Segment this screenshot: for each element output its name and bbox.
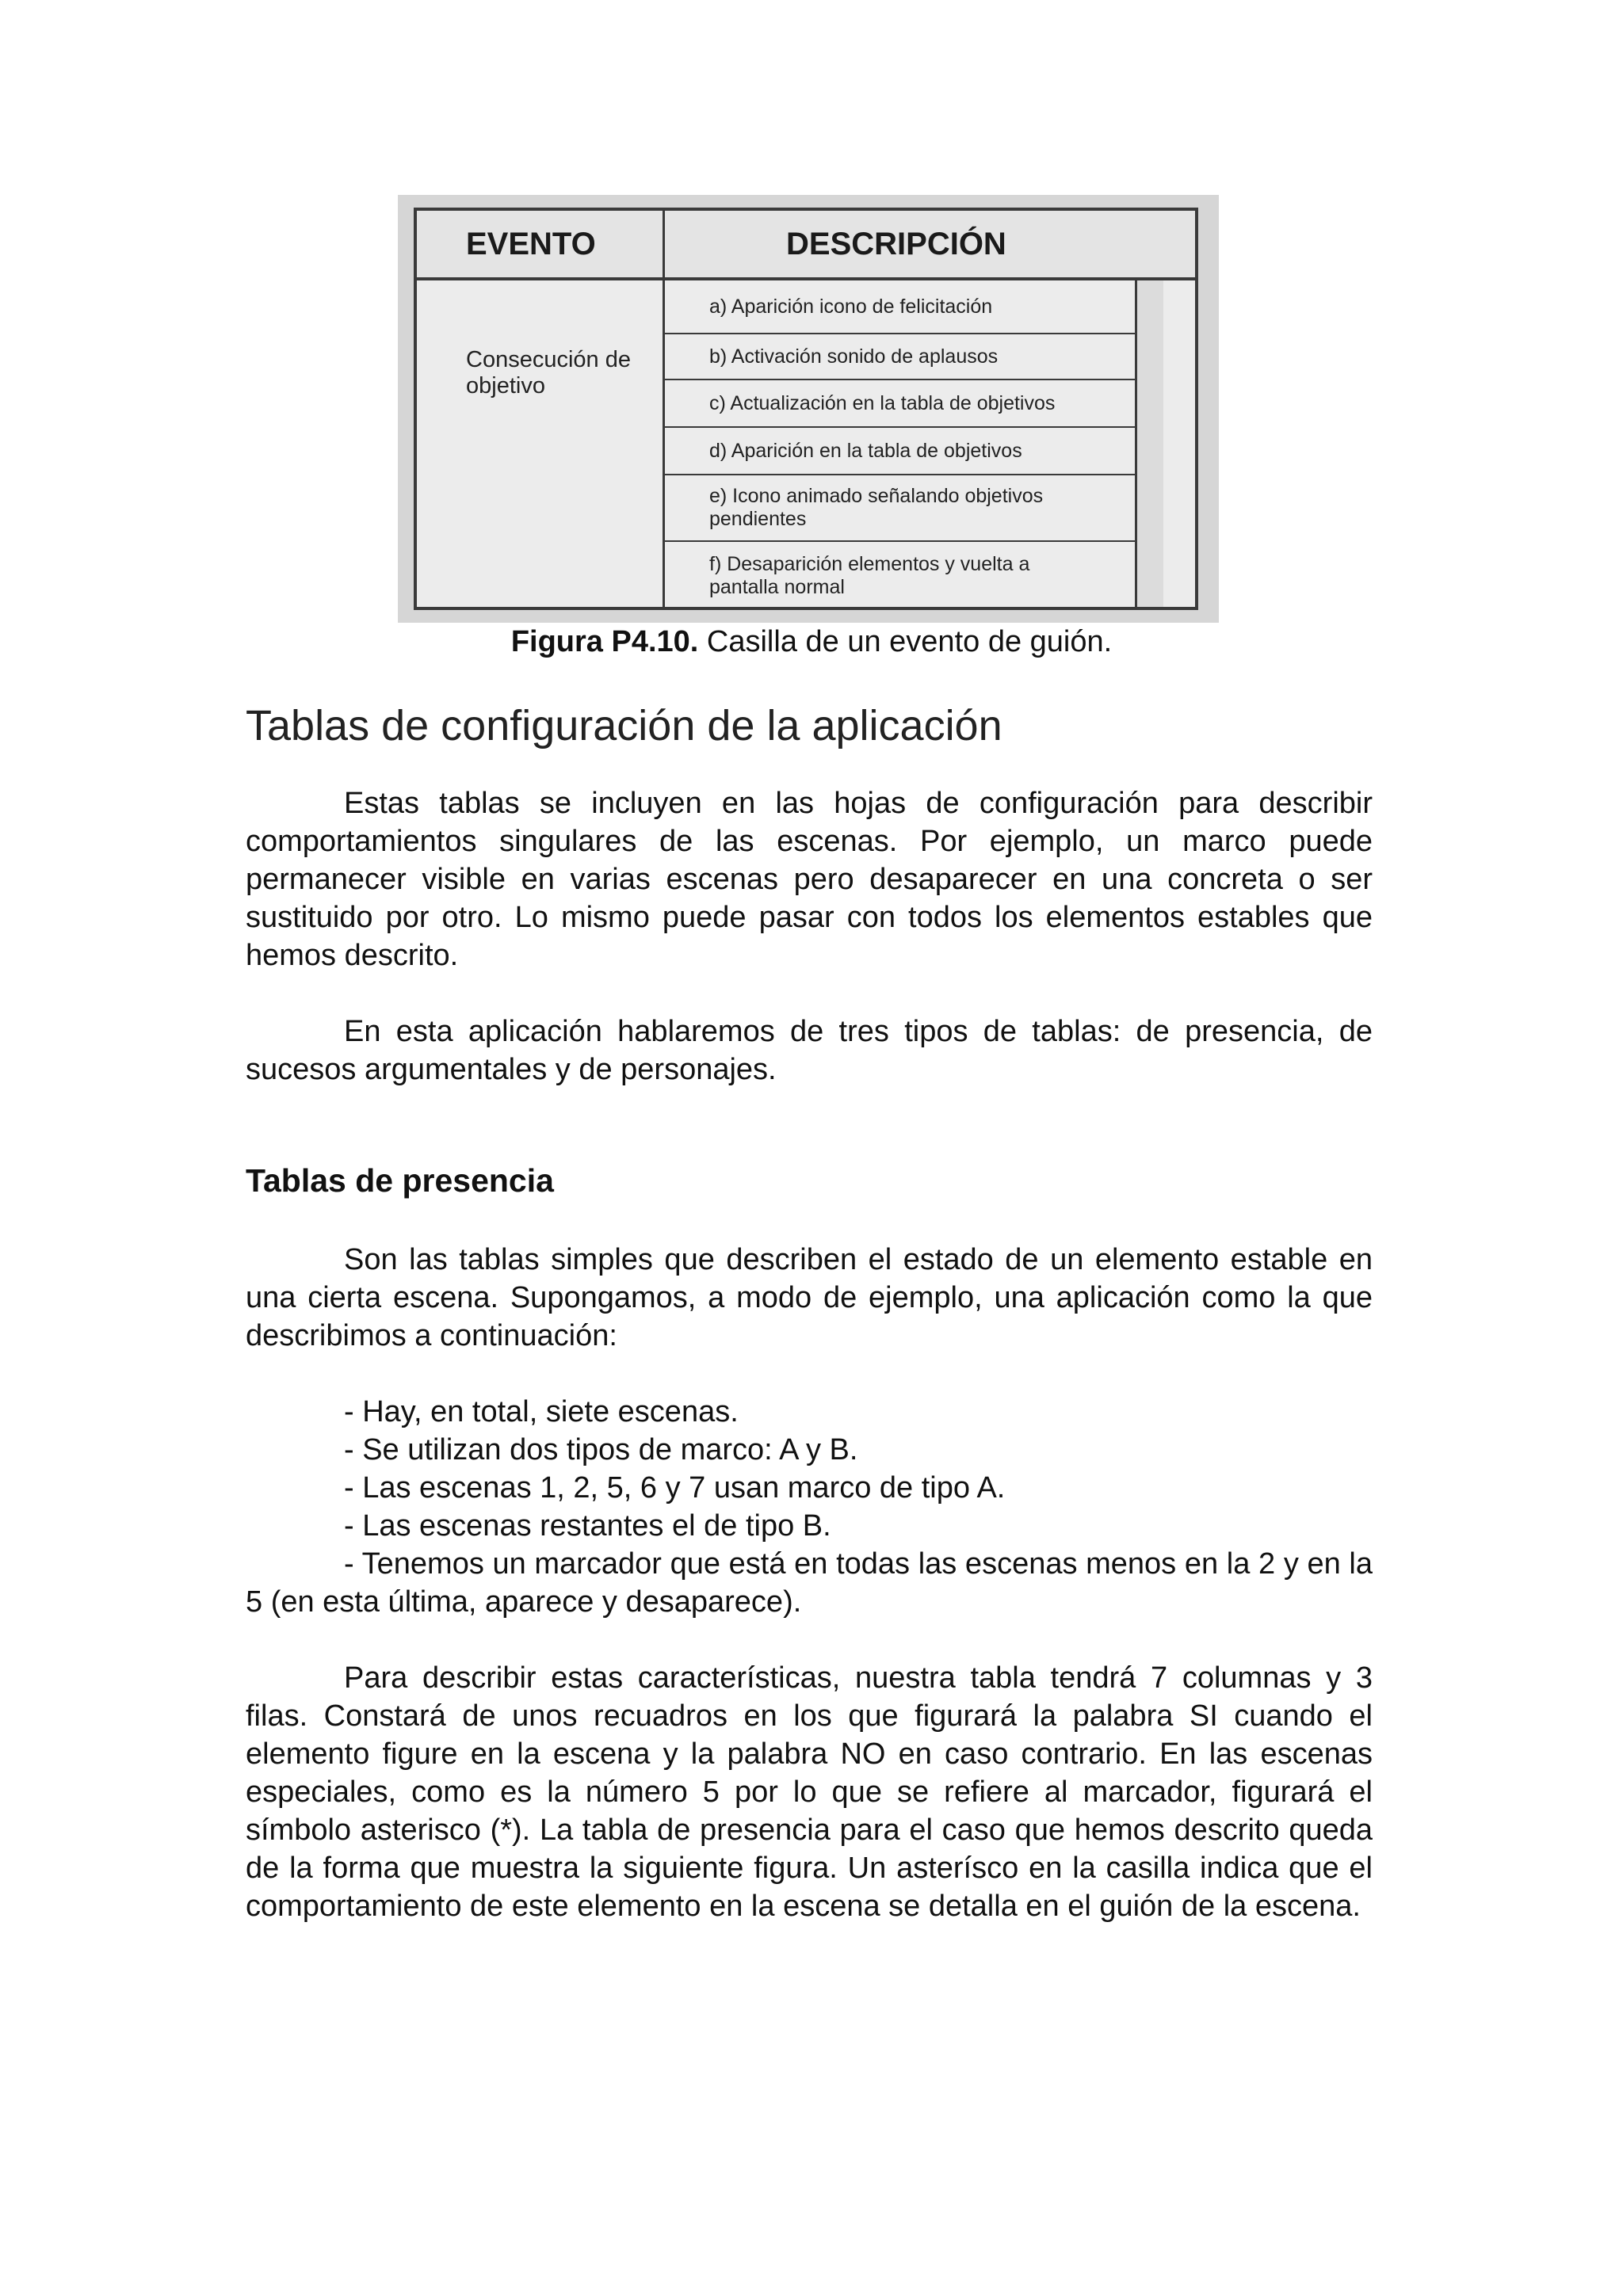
list-item: - Las escenas 1, 2, 5, 6 y 7 usan marco de tipo A. — [344, 1471, 1006, 1505]
paragraph: En esta aplicación hablaremos de tres tipos de tablas: de presencia, de sucesos argumentales y de personajes. — [246, 1015, 1373, 1086]
description-row: e) Icono animado señalando objetivos pendientes — [665, 475, 1163, 542]
table-edge — [1135, 280, 1163, 607]
description-row: c) Actualización en la tabla de objetivos — [665, 380, 1163, 428]
section-title: Tablas de configuración de la aplicación — [246, 702, 1002, 749]
header-event: EVENTO — [466, 226, 596, 261]
paragraph: Son las tablas simples que describen el estado de un elemento estable en una cierta escena. Supongamos, a modo de ejemplo, una aplicación como la que describimos a continuación: — [246, 1243, 1373, 1352]
description-rows — [665, 280, 1163, 607]
caption-label: Figura P4.10. — [510, 625, 699, 658]
figure-event-table — [398, 195, 1219, 623]
subsection-title: Tablas de presencia — [246, 1162, 554, 1199]
paragraph: Estas tablas se incluyen en las hojas de configuración para describir comportamientos singulares de las escenas. Por ejemplo, un marco puede permanecer visible en varias escenas pero desaparecer en una concreta o ser sustituido por otro. Lo mismo puede pasar con todos los elementos estables que hemos descrito. — [246, 787, 1373, 972]
event-name: Consecución de objetivo — [466, 347, 631, 399]
description-row: a) Aparición icono de felicitación — [665, 280, 1163, 334]
list-item: - Tenemos un marcador que está en todas las escenas menos en la 2 y en la 5 (en esta última, aparece y desaparece). — [246, 1547, 1373, 1619]
header-description: DESCRIPCIÓN — [786, 226, 1006, 261]
event-table-header — [417, 211, 1195, 280]
paragraph: Para describir estas características, nuestra tabla tendrá 7 columnas y 3 filas. Constará de unos recuadros en los que figurará la palabra SI cuando el elemento figure en la escena y la palabra NO en caso contrario. En las escenas especiales, como es la número 5 por lo que se refiere al marcador, figurará el símbolo asterisco (*). La tabla de presencia para el caso que hemos descrito queda de la forma que muestra la siguiente figura. Un asterísco en la casilla indica que el comportamiento de este elemento en la escena se detalla en el guión de la escena. — [246, 1661, 1373, 1923]
figure-caption — [0, 623, 1623, 661]
description-row: d) Aparición en la tabla de objetivos — [665, 428, 1163, 475]
list-item: - Las escenas restantes el de tipo B. — [344, 1509, 831, 1543]
description-row: b) Activación sonido de aplausos — [665, 334, 1163, 380]
list-item: - Hay, en total, siete escenas. — [344, 1395, 739, 1428]
event-table — [414, 208, 1198, 610]
list-item: - Se utilizan dos tipos de marco: A y B. — [344, 1433, 858, 1466]
caption-text: Casilla de un evento de guión. — [698, 625, 1113, 658]
description-row: f) Desaparición elementos y vuelta a pantalla normal — [709, 553, 1030, 598]
